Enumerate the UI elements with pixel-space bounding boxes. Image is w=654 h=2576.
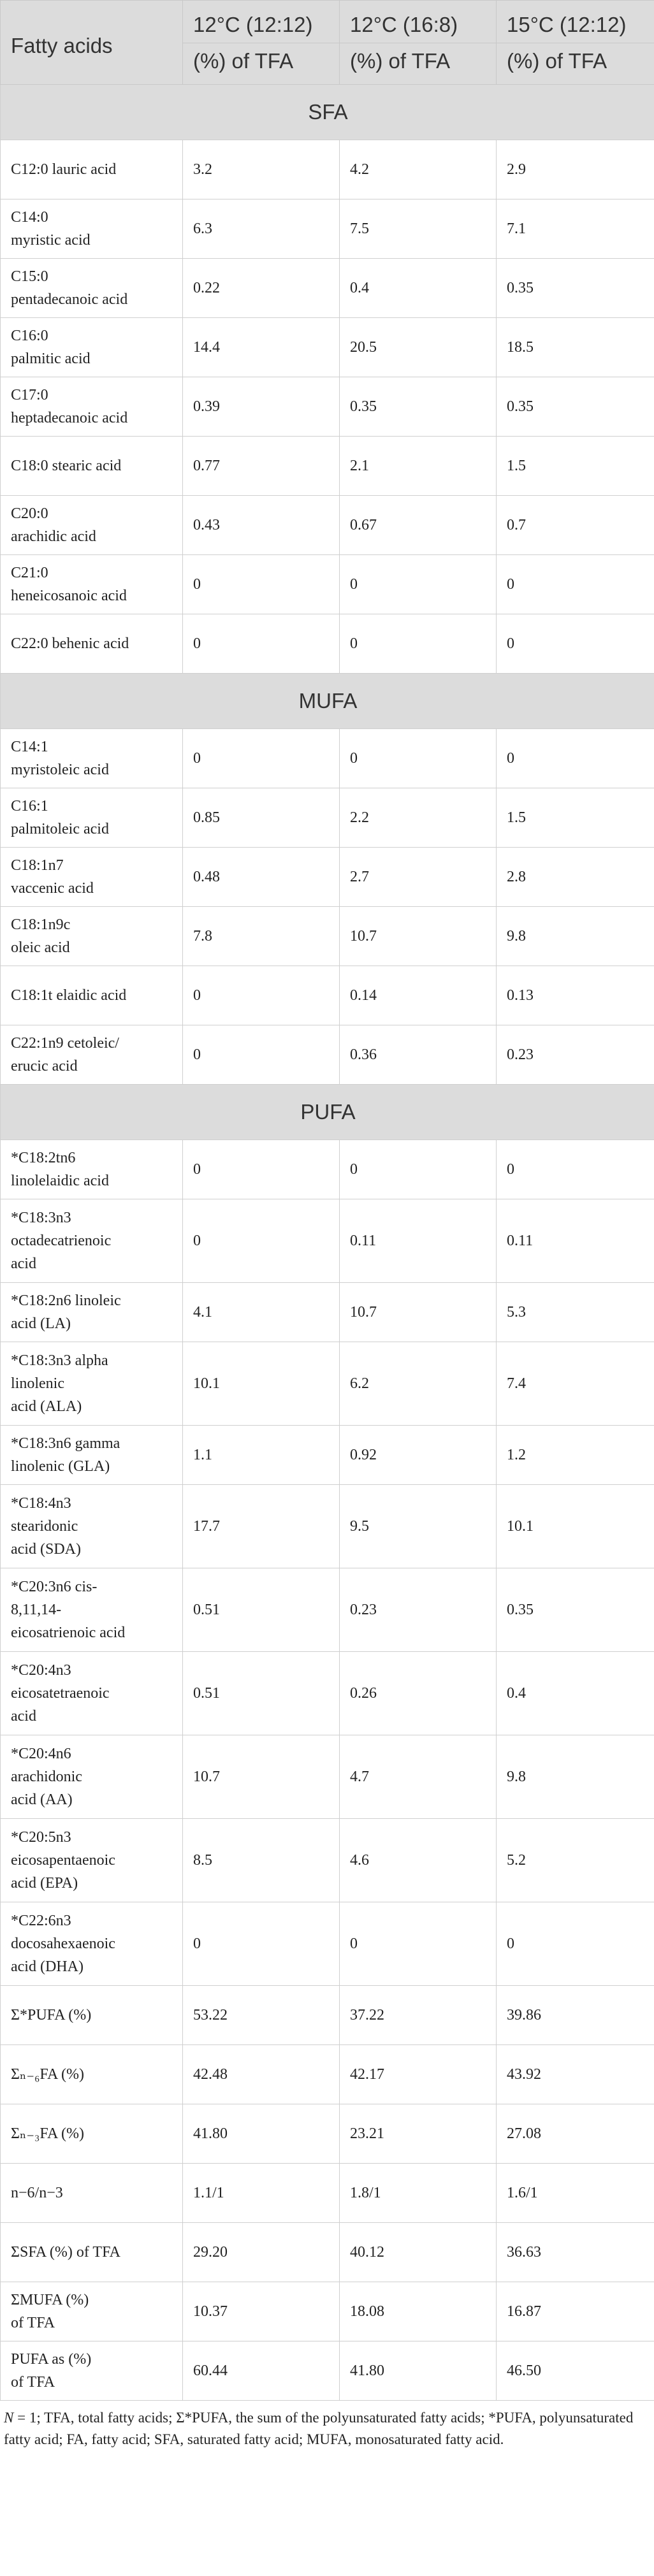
value-cell: 1.1 <box>183 1426 340 1485</box>
fatty-acid-name <box>1 199 183 259</box>
value-cell: 20.5 <box>340 318 497 377</box>
name-line: C17:0 <box>11 387 48 403</box>
value-cell: 0 <box>340 555 497 614</box>
value-cell: 0.11 <box>340 1199 497 1283</box>
table-row <box>1 1652 654 1735</box>
value-cell: 0.43 <box>183 496 340 555</box>
value-cell: 0.4 <box>340 259 497 318</box>
value-cell: 9.8 <box>497 907 654 966</box>
fatty-acid-name <box>1 1485 183 1568</box>
fatty-acid-name <box>1 1426 183 1485</box>
fatty-acid-name <box>1 788 183 848</box>
value-cell: 0.14 <box>340 966 497 1025</box>
table-row <box>1 496 654 555</box>
name-line: C18:1n9c <box>11 916 71 933</box>
table-row <box>1 1140 654 1199</box>
value-cell: 6.2 <box>340 1342 497 1426</box>
section-label: SFA <box>1 85 654 140</box>
value-cell: 0.13 <box>497 966 654 1025</box>
name-line: C18:1t elaidic acid <box>11 987 127 1004</box>
value-cell: 0 <box>340 729 497 788</box>
table-row <box>1 907 654 966</box>
table-row <box>1 2223 654 2282</box>
value-cell: 23.21 <box>340 2104 497 2164</box>
header-unit-2: (%) of TFA <box>340 43 497 85</box>
name-line: linolenic <box>11 1375 64 1392</box>
fatty-acid-name <box>1 1902 183 1986</box>
value-cell: 10.37 <box>183 2282 340 2341</box>
name-line: *C18:2tn6 <box>11 1150 76 1166</box>
value-cell: 0.85 <box>183 788 340 848</box>
table-row <box>1 848 654 907</box>
name-line: acid (EPA) <box>11 1875 78 1892</box>
value-cell: 1.5 <box>497 437 654 496</box>
footnote-text: = 1; TFA, total fatty acids; Σ*PUFA, the sum of the polyunsaturated fatty acids; *PUFA, polyunsaturated fatty acid; FA, fatty acid; SFA, saturated fatty acid; MUFA, monosaturated fatty acid. <box>4 2410 634 2447</box>
fatty-acid-name <box>1 1283 183 1342</box>
header-col-3: 15°C (12:12) <box>497 1 654 43</box>
value-cell: 0 <box>183 729 340 788</box>
table-row <box>1 729 654 788</box>
name-line: palmitic acid <box>11 351 91 367</box>
name-line: eicosapentaenoic <box>11 1852 115 1869</box>
value-cell: 0.26 <box>340 1652 497 1735</box>
fatty-acid-name <box>1 2045 183 2104</box>
value-cell: 0 <box>497 1140 654 1199</box>
name-line: 8,11,14- <box>11 1602 62 1618</box>
table-row <box>1 2341 654 2401</box>
name-line: *C18:3n3 <box>11 1210 71 1226</box>
value-cell: 0.35 <box>497 259 654 318</box>
value-cell: 0 <box>340 1902 497 1986</box>
name-line: n−6/n−3 <box>11 2185 63 2201</box>
fatty-acid-name <box>1 1652 183 1735</box>
value-cell: 0.35 <box>497 1568 654 1652</box>
value-cell: 0 <box>183 966 340 1025</box>
fatty-acid-name <box>1 907 183 966</box>
table-row <box>1 555 654 614</box>
value-cell: 0 <box>497 729 654 788</box>
value-cell: 42.48 <box>183 2045 340 2104</box>
value-cell: 0.51 <box>183 1568 340 1652</box>
value-cell: 7.4 <box>497 1342 654 1426</box>
value-cell: 0.23 <box>340 1568 497 1652</box>
fatty-acid-name <box>1 2341 183 2401</box>
value-cell: 1.5 <box>497 788 654 848</box>
value-cell: 36.63 <box>497 2223 654 2282</box>
name-line: C22:1n9 cetoleic/ <box>11 1035 119 1052</box>
table-row <box>1 1199 654 1283</box>
name-line: acid <box>11 1708 36 1725</box>
value-cell: 0.35 <box>497 377 654 437</box>
fatty-acid-name <box>1 848 183 907</box>
section-row-pufa <box>1 1085 654 1140</box>
name-line: arachidic acid <box>11 528 96 545</box>
name-line: Σₙ₋₆FA (%) <box>11 2066 84 2083</box>
table-row <box>1 614 654 674</box>
name-line: of TFA <box>11 2315 55 2331</box>
fatty-acid-name <box>1 1735 183 1819</box>
name-line: ΣSFA (%) of TFA <box>11 2244 120 2261</box>
table-row <box>1 377 654 437</box>
value-cell: 0.11 <box>497 1199 654 1283</box>
fatty-acid-name <box>1 140 183 199</box>
table-row <box>1 1902 654 1986</box>
table-row <box>1 966 654 1025</box>
section-row-mufa <box>1 674 654 729</box>
table-row <box>1 1025 654 1085</box>
value-cell: 9.8 <box>497 1735 654 1819</box>
name-line: C14:1 <box>11 739 48 755</box>
table-row <box>1 1735 654 1819</box>
header-col-2: 12°C (16:8) <box>340 1 497 43</box>
fatty-acid-name <box>1 2164 183 2223</box>
value-cell: 41.80 <box>183 2104 340 2164</box>
name-line: arachidonic <box>11 1769 82 1785</box>
name-line: C15:0 <box>11 268 48 285</box>
value-cell: 39.86 <box>497 1986 654 2045</box>
name-line: erucic acid <box>11 1058 78 1075</box>
name-line: C14:0 <box>11 209 48 226</box>
value-cell: 0.39 <box>183 377 340 437</box>
name-line: C21:0 <box>11 565 48 581</box>
table-row <box>1 1283 654 1342</box>
name-line: C20:0 <box>11 505 48 522</box>
value-cell: 29.20 <box>183 2223 340 2282</box>
header-unit-3: (%) of TFA <box>497 43 654 85</box>
name-line: octadecatrienoic <box>11 1233 112 1249</box>
value-cell: 0.7 <box>497 496 654 555</box>
table-row <box>1 1342 654 1426</box>
value-cell: 1.1/1 <box>183 2164 340 2223</box>
value-cell: 9.5 <box>340 1485 497 1568</box>
value-cell: 10.1 <box>497 1485 654 1568</box>
fatty-acid-name <box>1 614 183 674</box>
value-cell: 0.35 <box>340 377 497 437</box>
value-cell: 1.6/1 <box>497 2164 654 2223</box>
value-cell: 53.22 <box>183 1986 340 2045</box>
table-row <box>1 259 654 318</box>
fatty-acid-name <box>1 2104 183 2164</box>
fatty-acid-name <box>1 1568 183 1652</box>
value-cell: 2.2 <box>340 788 497 848</box>
table-row <box>1 1426 654 1485</box>
value-cell: 1.2 <box>497 1426 654 1485</box>
table-row <box>1 1819 654 1902</box>
table-row <box>1 318 654 377</box>
name-line: vaccenic acid <box>11 880 94 897</box>
section-label: MUFA <box>1 674 654 729</box>
value-cell: 4.2 <box>340 140 497 199</box>
name-line: myristic acid <box>11 232 91 249</box>
value-cell: 18.08 <box>340 2282 497 2341</box>
fatty-acid-name <box>1 259 183 318</box>
footnote-n: N <box>4 2410 14 2426</box>
value-cell: 17.7 <box>183 1485 340 1568</box>
fatty-acid-name <box>1 555 183 614</box>
value-cell: 16.87 <box>497 2282 654 2341</box>
value-cell: 10.1 <box>183 1342 340 1426</box>
value-cell: 0 <box>497 614 654 674</box>
header-col-1: 12°C (12:12) <box>183 1 340 43</box>
name-line: *C18:3n3 alpha <box>11 1352 108 1369</box>
fatty-acid-name <box>1 1986 183 2045</box>
value-cell: 0 <box>183 555 340 614</box>
value-cell: 43.92 <box>497 2045 654 2104</box>
name-line: acid (SDA) <box>11 1541 81 1558</box>
name-line: ΣMUFA (%) <box>11 2292 89 2308</box>
fatty-acid-name <box>1 1140 183 1199</box>
name-line: stearidonic <box>11 1518 78 1535</box>
table-row <box>1 788 654 848</box>
value-cell: 0 <box>340 614 497 674</box>
table-row <box>1 2282 654 2341</box>
name-line: acid (LA) <box>11 1315 71 1332</box>
value-cell: 1.8/1 <box>340 2164 497 2223</box>
name-line: C16:1 <box>11 798 48 814</box>
value-cell: 4.7 <box>340 1735 497 1819</box>
value-cell: 2.8 <box>497 848 654 907</box>
table-footnote <box>0 2401 654 2450</box>
value-cell: 0.36 <box>340 1025 497 1085</box>
value-cell: 4.1 <box>183 1283 340 1342</box>
value-cell: 2.9 <box>497 140 654 199</box>
value-cell: 7.8 <box>183 907 340 966</box>
value-cell: 0.67 <box>340 496 497 555</box>
fatty-acid-name <box>1 729 183 788</box>
name-line: *C20:3n6 cis- <box>11 1579 98 1595</box>
fatty-acid-name <box>1 496 183 555</box>
name-line: heneicosanoic acid <box>11 588 127 604</box>
value-cell: 7.5 <box>340 199 497 259</box>
value-cell: 5.2 <box>497 1819 654 1902</box>
name-line: palmitoleic acid <box>11 821 109 837</box>
name-line: heptadecanoic acid <box>11 410 128 426</box>
fatty-acid-name <box>1 1199 183 1283</box>
name-line: linolenic (GLA) <box>11 1458 110 1475</box>
fatty-acid-name <box>1 1025 183 1085</box>
name-line: C12:0 lauric acid <box>11 161 117 178</box>
table-row <box>1 2045 654 2104</box>
value-cell: 0.23 <box>497 1025 654 1085</box>
value-cell: 0 <box>340 1140 497 1199</box>
section-row-sfa <box>1 85 654 140</box>
value-cell: 0 <box>497 555 654 614</box>
name-line: myristoleic acid <box>11 762 109 778</box>
table-row <box>1 2164 654 2223</box>
value-cell: 0 <box>183 1902 340 1986</box>
name-line: acid (AA) <box>11 1791 73 1808</box>
value-cell: 10.7 <box>340 1283 497 1342</box>
fatty-acid-name <box>1 1819 183 1902</box>
value-cell: 5.3 <box>497 1283 654 1342</box>
value-cell: 4.6 <box>340 1819 497 1902</box>
table-row <box>1 1568 654 1652</box>
name-line: docosahexaenoic <box>11 1936 115 1952</box>
name-line: eicosatetraenoic <box>11 1685 110 1702</box>
name-line: *C18:4n3 <box>11 1495 71 1512</box>
value-cell: 6.3 <box>183 199 340 259</box>
name-line: C18:1n7 <box>11 857 64 874</box>
name-line: *C20:4n6 <box>11 1746 71 1762</box>
value-cell: 37.22 <box>340 1986 497 2045</box>
name-line: Σₙ₋₃FA (%) <box>11 2125 84 2142</box>
value-cell: 60.44 <box>183 2341 340 2401</box>
value-cell: 40.12 <box>340 2223 497 2282</box>
table-row <box>1 2104 654 2164</box>
name-line: pentadecanoic acid <box>11 291 128 308</box>
fatty-acid-name <box>1 966 183 1025</box>
table-row <box>1 199 654 259</box>
value-cell: 41.80 <box>340 2341 497 2401</box>
header-unit-1: (%) of TFA <box>183 43 340 85</box>
name-line: C18:0 stearic acid <box>11 458 122 474</box>
fatty-acid-name <box>1 437 183 496</box>
name-line: *C20:4n3 <box>11 1662 71 1679</box>
name-line: acid (ALA) <box>11 1398 82 1415</box>
value-cell: 0 <box>183 1025 340 1085</box>
value-cell: 10.7 <box>183 1735 340 1819</box>
value-cell: 0.4 <box>497 1652 654 1735</box>
name-line: linolelaidic acid <box>11 1173 109 1189</box>
value-cell: 10.7 <box>340 907 497 966</box>
value-cell: 42.17 <box>340 2045 497 2104</box>
name-line: acid <box>11 1255 36 1272</box>
value-cell: 0 <box>183 614 340 674</box>
value-cell: 46.50 <box>497 2341 654 2401</box>
name-line: *C20:5n3 <box>11 1829 71 1846</box>
value-cell: 0.77 <box>183 437 340 496</box>
section-label: PUFA <box>1 1085 654 1140</box>
value-cell: 3.2 <box>183 140 340 199</box>
name-line: of TFA <box>11 2374 55 2391</box>
value-cell: 0.51 <box>183 1652 340 1735</box>
table-row <box>1 1485 654 1568</box>
name-line: C16:0 <box>11 328 48 344</box>
value-cell: 8.5 <box>183 1819 340 1902</box>
name-line: PUFA as (%) <box>11 2351 92 2368</box>
name-line: *C18:2n6 linoleic <box>11 1292 121 1309</box>
value-cell: 0 <box>183 1199 340 1283</box>
name-line: oleic acid <box>11 939 70 956</box>
value-cell: 2.1 <box>340 437 497 496</box>
name-line: eicosatrienoic acid <box>11 1624 126 1641</box>
value-cell: 7.1 <box>497 199 654 259</box>
name-line: *C22:6n3 <box>11 1913 71 1929</box>
value-cell: 0.22 <box>183 259 340 318</box>
name-line: acid (DHA) <box>11 1958 84 1975</box>
value-cell: 27.08 <box>497 2104 654 2164</box>
header-fatty-acids: Fatty acids <box>1 1 183 85</box>
value-cell: 0.48 <box>183 848 340 907</box>
value-cell: 0 <box>497 1902 654 1986</box>
value-cell: 0 <box>183 1140 340 1199</box>
fatty-acid-name <box>1 2282 183 2341</box>
value-cell: 14.4 <box>183 318 340 377</box>
fatty-acid-name <box>1 1342 183 1426</box>
name-line: *C18:3n6 gamma <box>11 1435 120 1452</box>
value-cell: 2.7 <box>340 848 497 907</box>
name-line: C22:0 behenic acid <box>11 635 129 652</box>
value-cell: 18.5 <box>497 318 654 377</box>
table-row <box>1 437 654 496</box>
table-row <box>1 140 654 199</box>
value-cell: 0.92 <box>340 1426 497 1485</box>
name-line: Σ*PUFA (%) <box>11 2007 92 2023</box>
fatty-acid-name <box>1 2223 183 2282</box>
header-row <box>1 1 654 43</box>
table-row <box>1 1986 654 2045</box>
fatty-acid-name <box>1 377 183 437</box>
fatty-acid-name <box>1 318 183 377</box>
